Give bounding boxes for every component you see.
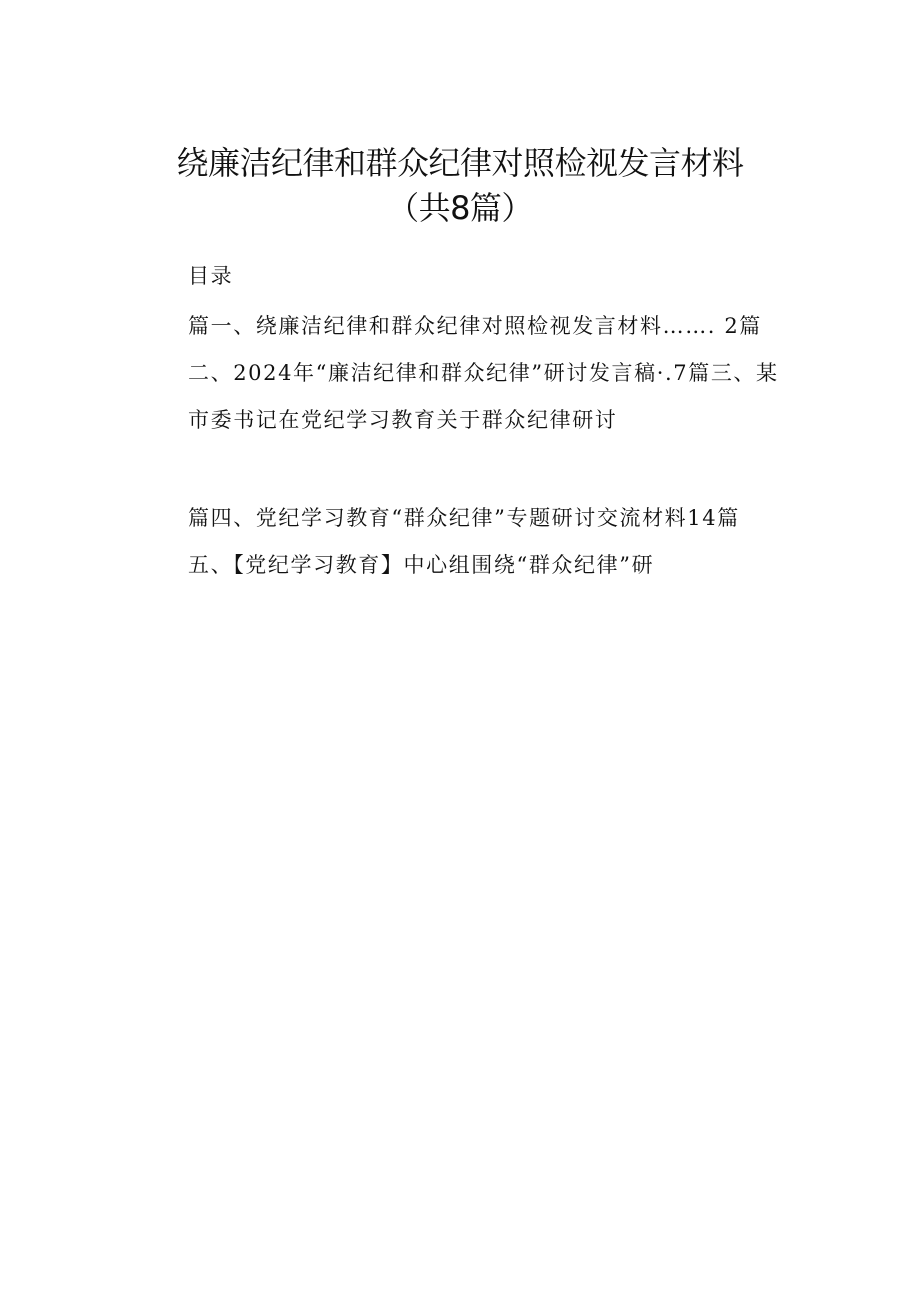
toc-line: 五、【党纪学习教育】中心组围绕“群众纪律”研 xyxy=(188,553,655,577)
toc-line: 市委书记在党纪学习教育关于群众纪律研讨 xyxy=(188,408,618,432)
document-title: 绕廉洁纪律和群众纪律对照检视发言材料 xyxy=(176,144,744,182)
toc-line: 篇一、绕廉洁纪律和群众纪律对照检视发言材料……. 2篇 xyxy=(188,314,762,338)
toc-line: 篇四、党纪学习教育“群众纪律”专题研讨交流材料14篇 xyxy=(188,506,740,530)
document-title-count: （共8篇） xyxy=(387,189,533,227)
toc-heading: 目录 xyxy=(188,264,234,288)
toc-line: 二、2024年“廉洁纪律和群众纪律”研讨发言稿·.7篇三、某 xyxy=(188,361,779,385)
